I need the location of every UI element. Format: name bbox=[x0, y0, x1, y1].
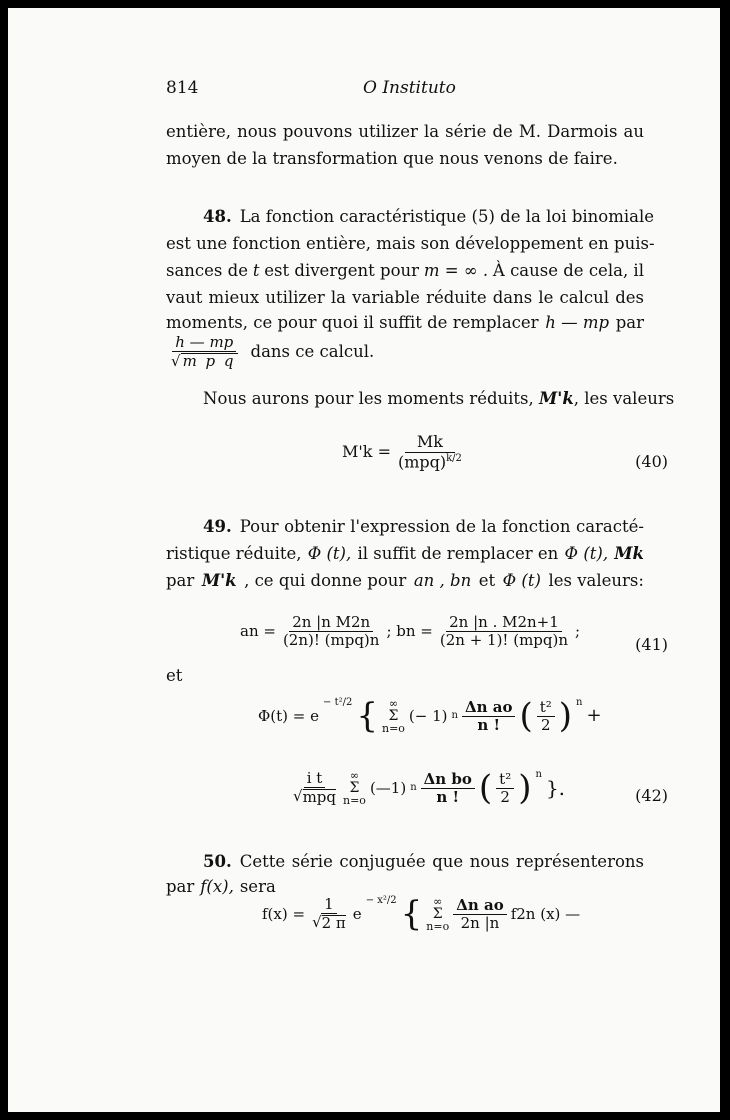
fraction bbox=[395, 434, 465, 470]
symbol: an , bn bbox=[413, 571, 472, 590]
denominator bbox=[309, 914, 349, 931]
equation-42-line1 bbox=[258, 698, 602, 734]
denominator: (2n + 1)! (mpq)n bbox=[439, 631, 569, 649]
brace-close: }. bbox=[545, 776, 566, 800]
numerator: 2n |n M2n bbox=[289, 615, 373, 632]
sum-upper: ∞ bbox=[349, 769, 360, 782]
symbol: Mk bbox=[614, 544, 644, 563]
denominator bbox=[395, 453, 465, 470]
paragraph-line bbox=[166, 573, 644, 590]
den-base: (mpq) bbox=[397, 452, 447, 472]
paragraph-line bbox=[166, 315, 644, 332]
variable-t: t bbox=[252, 261, 260, 280]
fraction bbox=[309, 897, 349, 931]
summation bbox=[382, 698, 405, 734]
paragraph-line: Pour obtenir l'expression de la fonction caracté- bbox=[239, 517, 644, 536]
text: sera bbox=[239, 877, 276, 896]
exponent: − x²/2 bbox=[365, 895, 397, 906]
numerator: Δn bo bbox=[421, 772, 475, 789]
text: ristique réduite, bbox=[166, 544, 302, 563]
exponent: n bbox=[535, 769, 542, 780]
numerator: Δn ao bbox=[453, 898, 507, 915]
denominator: (2n)! (mpq)n bbox=[282, 631, 380, 649]
text: par bbox=[166, 571, 195, 590]
equation-lhs: f(x) = bbox=[262, 904, 306, 923]
paren-open-icon: ( bbox=[478, 768, 493, 808]
math-inline: m = ∞ . bbox=[423, 261, 489, 280]
denominator: 2n |n bbox=[460, 913, 500, 932]
sqrt-icon: √ bbox=[171, 351, 181, 370]
equation-42-line2 bbox=[290, 770, 565, 806]
radicand: 2 π bbox=[321, 914, 346, 932]
fraction bbox=[496, 769, 514, 806]
exponent: n bbox=[410, 782, 417, 793]
summation bbox=[426, 896, 449, 932]
section-49-line1 bbox=[203, 519, 644, 536]
brace-icon: { bbox=[400, 894, 423, 934]
equation-lhs: Φ(t) = e bbox=[258, 706, 320, 725]
paragraph-line bbox=[203, 391, 674, 408]
exponent: − t²/2 bbox=[323, 697, 353, 708]
symbol: Φ (t), bbox=[307, 544, 352, 563]
page-number: 814 bbox=[166, 78, 199, 98]
sqrt-icon: √ bbox=[312, 913, 322, 931]
equation-lhs: M'k = bbox=[342, 442, 391, 462]
euler-e: e bbox=[352, 904, 362, 923]
sum-upper: ∞ bbox=[388, 697, 399, 710]
paragraph-line bbox=[166, 879, 276, 896]
journal-title: O Instituto bbox=[363, 78, 456, 98]
section-number: 49. bbox=[203, 517, 232, 536]
denominator: 2 bbox=[540, 715, 551, 734]
denominator: n ! bbox=[477, 715, 501, 734]
section-50-line1 bbox=[203, 854, 644, 871]
equation-lhs: ; bn = bbox=[386, 622, 433, 640]
paragraph-line: est une fonction entière, mais son développement en puis- bbox=[166, 234, 655, 253]
sum-lower: n=o bbox=[343, 794, 366, 807]
fraction bbox=[421, 769, 475, 806]
text: est divergent pour bbox=[264, 261, 420, 280]
connector-word: et bbox=[166, 666, 183, 685]
fraction bbox=[280, 615, 383, 648]
sum-lower: n=o bbox=[426, 920, 450, 933]
symbol: f(x), bbox=[200, 877, 234, 896]
paragraph-line bbox=[166, 546, 644, 563]
exponent: k/2 bbox=[446, 453, 462, 464]
radicand: m p q bbox=[182, 352, 236, 370]
paragraph-line: entière, nous pouvons utilizer la série de M. Darmois au bbox=[166, 122, 644, 141]
section-number: 48. bbox=[203, 207, 232, 226]
text: , ce qui donne pour bbox=[244, 571, 407, 590]
exponent: n bbox=[451, 710, 458, 721]
denominator bbox=[290, 788, 339, 805]
punctuation: ; bbox=[575, 622, 581, 640]
numerator: Δn ao bbox=[462, 700, 516, 717]
radicand: mpq bbox=[302, 788, 336, 806]
equation-number: (40) bbox=[635, 452, 668, 471]
sum-upper: ∞ bbox=[433, 895, 443, 908]
text: par bbox=[166, 877, 195, 896]
sqrt-icon: √ bbox=[293, 787, 303, 805]
equation-40 bbox=[342, 434, 465, 470]
equation-number: (41) bbox=[635, 635, 668, 654]
text: par bbox=[615, 313, 644, 332]
sum-icon: Σ bbox=[388, 708, 399, 724]
paragraph-line bbox=[166, 263, 644, 280]
exponent: n bbox=[576, 697, 583, 708]
reduced-variable-fraction bbox=[168, 335, 374, 369]
brace-icon: { bbox=[356, 696, 378, 736]
plus-sign: + bbox=[586, 705, 602, 726]
equation-lhs: an = bbox=[240, 622, 276, 640]
sign-term: (—1) bbox=[369, 778, 407, 797]
numerator: h — mp bbox=[172, 335, 236, 352]
equation-tail: f2n (x) — bbox=[510, 904, 581, 923]
paragraph-line: Cette série conjuguée que nous représenterons bbox=[239, 852, 644, 871]
paragraph-line: La fonction caractéristique (5) de la loi binomiale bbox=[239, 207, 655, 226]
text: sances de bbox=[166, 261, 248, 280]
summation bbox=[343, 770, 366, 806]
paren-close-icon: ) bbox=[558, 696, 573, 736]
math-inline: h — mp bbox=[545, 313, 610, 332]
denominator bbox=[168, 352, 241, 369]
fraction bbox=[453, 895, 507, 932]
numerator: t² bbox=[496, 772, 514, 789]
denominator: n ! bbox=[436, 787, 460, 806]
numerator: 2n |n . M2n+1 bbox=[446, 615, 562, 632]
text: Nous aurons pour les moments réduits, bbox=[203, 389, 534, 408]
text: , les valeurs bbox=[573, 389, 675, 408]
paren-open-icon: ( bbox=[519, 696, 533, 736]
equation-41 bbox=[240, 615, 580, 648]
text: À cause de cela, il bbox=[492, 261, 644, 280]
denominator: 2 bbox=[500, 787, 510, 806]
text: il suffit de remplacer en bbox=[357, 544, 559, 563]
text: moments, ce pour quoi il suffit de remplacer bbox=[166, 313, 539, 332]
sum-icon: Σ bbox=[432, 906, 443, 922]
paren-close-icon: ) bbox=[518, 768, 532, 808]
numerator: t² bbox=[537, 700, 555, 717]
document-page bbox=[8, 8, 720, 1112]
sum-icon: Σ bbox=[349, 780, 360, 796]
numerator: i t bbox=[304, 771, 326, 788]
symbol: Φ (t), bbox=[564, 544, 609, 563]
symbol: M'k bbox=[539, 389, 574, 408]
symbol: M'k bbox=[201, 571, 237, 590]
text: les valeurs: bbox=[548, 571, 644, 590]
section-48-line1 bbox=[203, 207, 655, 226]
fraction bbox=[437, 615, 571, 648]
equation-f-x bbox=[262, 896, 580, 932]
fraction bbox=[462, 697, 516, 734]
section-number: 50. bbox=[203, 852, 232, 871]
fraction bbox=[290, 771, 339, 805]
numerator: 1 bbox=[321, 897, 337, 914]
numerator: Mk bbox=[405, 434, 455, 453]
paragraph-line: moyen de la transformation que nous venons de faire. bbox=[166, 149, 618, 168]
text: et bbox=[478, 571, 496, 590]
fraction bbox=[537, 697, 555, 734]
text: dans ce calcul. bbox=[250, 341, 375, 361]
equation-number: (42) bbox=[635, 786, 668, 805]
sign-term: (− 1) bbox=[408, 706, 448, 725]
symbol: Φ (t) bbox=[502, 571, 541, 590]
fraction bbox=[168, 335, 241, 369]
sum-lower: n=o bbox=[381, 722, 405, 735]
paragraph-line: vaut mieux utilizer la variable réduite dans le calcul des bbox=[166, 288, 644, 307]
